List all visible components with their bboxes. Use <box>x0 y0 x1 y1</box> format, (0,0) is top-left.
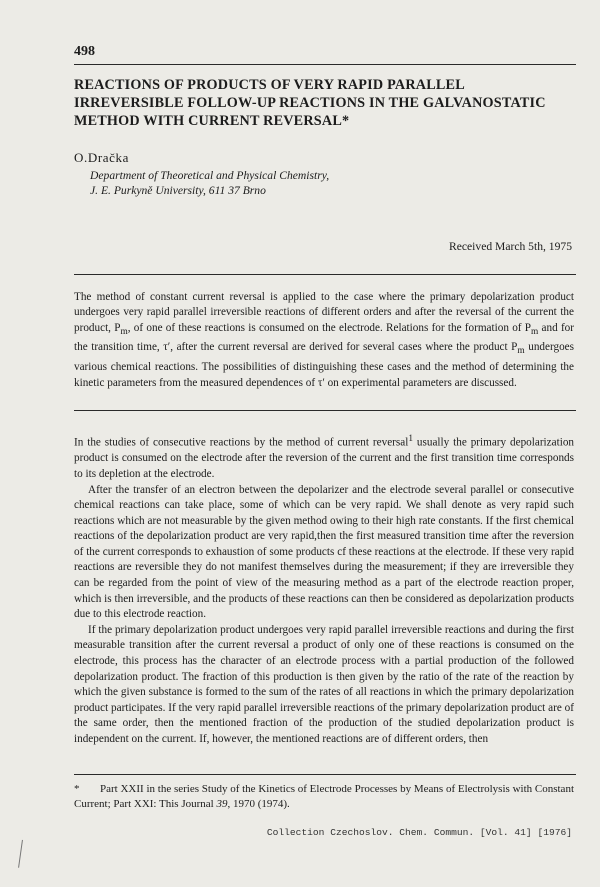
article-body <box>74 432 574 748</box>
affiliation <box>90 168 329 198</box>
affiliation-line-2: J. E. Purkyně University, 611 37 Brno <box>90 184 266 197</box>
paragraph-3: If the primary depolarization product undergoes very rapid parallel irreversible reactions and during the first measurable transition after the current reversal a product of only one of these reactions is consumed on the electrode, this process has the character of an electrode process with a partial production of the followed depolarization product. The fraction of this production is then given by the ratio of the rate of the reaction by which the given substance is formed to the sum of the rates of all reactions in which the primary depolarization product participates. If the very rapid parallel irreversible reactions of the primary depolarization product are of the same order, then the mentioned fraction of the production of the studied depolarization product is independent on the current. If, however, the mentioned reactions are of different orders, then <box>74 623 574 746</box>
footnote-rule <box>74 774 576 775</box>
abstract-top-rule <box>74 274 576 275</box>
paragraph-1: In the studies of consecutive reactions by the method of current reversal$^1$ usually the primary depolarization product is consumed on the electrode after the reversion of the current and the first transition time corresponds to its depletion at the electrode. <box>74 434 575 480</box>
header-rule <box>74 64 576 65</box>
abstract: The method of constant current reversal is applied to the case where the primary depolarization product undergoes very rapid parallel irreversible reactions of different orders and after the reversal of the current the product, $P_m$, of one of these reactions is consumed on the electrode. Relations for the formation of $P_m$ and for the transition time, τ′, after the current reversal are derived for several cases where the product $P_m$ undergoes various chemical reactions. The possibilities of distinguishing these cases and the method of determining the kinetic parameters from the measured dependences of τ′ on experimental parameters are discussed. <box>74 291 575 389</box>
paragraph-2: After the transfer of an electron between the depolarizer and the electrode several parallel or consecutive chemical reactions can take place, some of which can be very rapid. We shall denote as very rapid such reactions which are not measurable by the given method owing to their high rate constants. If the first chemical reactions of the depolarization product are very rapid,then the first measured transition time after the reversion of the current corresponds to exhaustion of some products cf these reactions at the electrode. If these very rapid reactions are reversible they do not manifest themselves during the measurement; if they are irreversible they can be regarded from the point of view of the measuring method as a part of the electrode reaction proper, which is then irreversible, and the products of these reactions can then be considered as depolarization products due to this electrode reaction. <box>74 483 574 621</box>
journal-footer: Collection Czechoslov. Chem. Commun. [Vol. 41] [1976] <box>266 827 572 838</box>
abstract-bottom-rule <box>74 410 576 411</box>
received-date: Received March 5th, 1975 <box>449 240 572 253</box>
article-title: REACTIONS OF PRODUCTS OF VERY RAPID PARALLEL IRREVERSIBLE FOLLOW-UP REACTIONS IN THE GALVANOSTATIC METHOD WITH CURRENT REVERSAL* <box>74 77 546 129</box>
footnote: * Part XXII in the series Study of the Kinetics of Electrode Processes by Means of Electrolysis with Constant Current; Part XXI: This Journal 39, 1970 (1974). <box>74 783 574 810</box>
page-number: 498 <box>74 44 95 59</box>
margin-pencil-mark <box>18 840 26 868</box>
affiliation-line-1: Department of Theoretical and Physical Chemistry, <box>90 169 330 182</box>
author: O.Dračka <box>74 150 129 165</box>
